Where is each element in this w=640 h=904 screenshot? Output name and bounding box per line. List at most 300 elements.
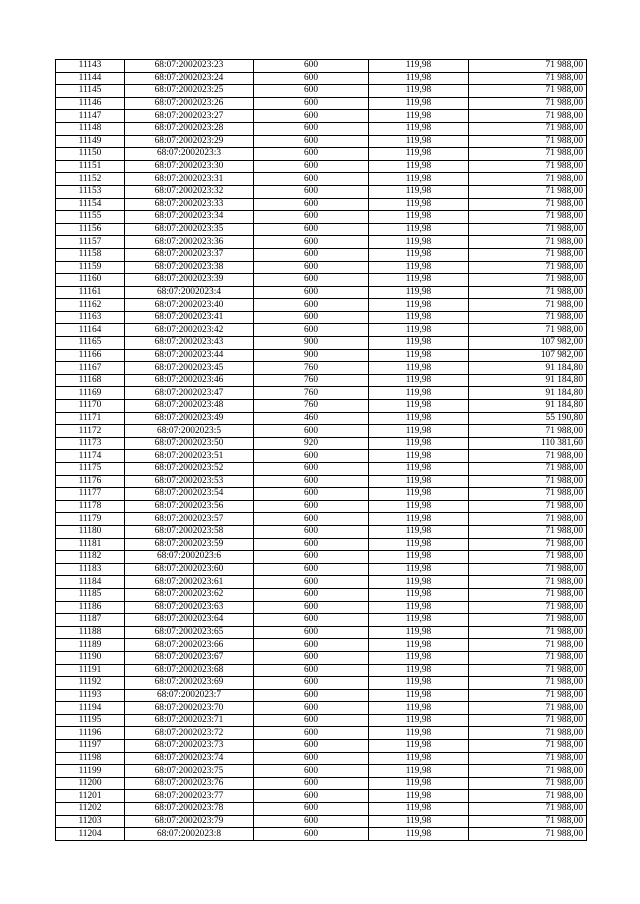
row-number-cell: 11147 [56, 110, 125, 123]
rate-cell: 119,98 [369, 274, 469, 287]
cadastral-number-cell: 68:07:2002023:52 [125, 463, 254, 476]
rate-cell: 119,98 [369, 500, 469, 513]
row-number-cell: 11176 [56, 475, 125, 488]
table-row [56, 450, 587, 463]
table-row [56, 828, 587, 841]
area-cell: 600 [254, 185, 369, 198]
cadastral-number-cell: 68:07:2002023:4 [125, 286, 254, 299]
rate-cell: 119,98 [369, 513, 469, 526]
table-row [56, 815, 587, 828]
table-row [56, 337, 587, 350]
table-row [56, 211, 587, 224]
row-number-cell: 11177 [56, 488, 125, 501]
row-number-cell: 11152 [56, 173, 125, 186]
table-row [56, 752, 587, 765]
area-cell: 600 [254, 160, 369, 173]
area-cell: 600 [254, 463, 369, 476]
area-cell: 600 [254, 148, 369, 161]
cadastral-number-cell: 68:07:2002023:62 [125, 588, 254, 601]
row-number-cell: 11146 [56, 97, 125, 110]
cadastral-number-cell: 68:07:2002023:59 [125, 538, 254, 551]
row-number-cell: 11173 [56, 437, 125, 450]
table-row [56, 777, 587, 790]
rate-cell: 119,98 [369, 122, 469, 135]
table-row [56, 626, 587, 639]
value-cell: 55 190,80 [469, 412, 587, 425]
value-cell: 71 988,00 [469, 248, 587, 261]
cadastral-number-cell: 68:07:2002023:77 [125, 790, 254, 803]
cadastral-number-cell: 68:07:2002023:24 [125, 72, 254, 85]
rate-cell: 119,98 [369, 714, 469, 727]
area-cell: 600 [254, 538, 369, 551]
table-row [56, 651, 587, 664]
area-cell: 600 [254, 248, 369, 261]
rate-cell: 119,98 [369, 463, 469, 476]
cadastral-number-cell: 68:07:2002023:71 [125, 714, 254, 727]
row-number-cell: 11189 [56, 639, 125, 652]
value-cell: 71 988,00 [469, 160, 587, 173]
row-number-cell: 11174 [56, 450, 125, 463]
cadastral-number-cell: 68:07:2002023:75 [125, 765, 254, 778]
table-row [56, 463, 587, 476]
rate-cell: 119,98 [369, 324, 469, 337]
value-cell: 71 988,00 [469, 538, 587, 551]
value-cell: 71 988,00 [469, 677, 587, 690]
row-number-cell: 11203 [56, 815, 125, 828]
row-number-cell: 11163 [56, 311, 125, 324]
cadastral-number-cell: 68:07:2002023:64 [125, 614, 254, 627]
area-cell: 600 [254, 815, 369, 828]
rate-cell: 119,98 [369, 828, 469, 841]
value-cell: 71 988,00 [469, 639, 587, 652]
rate-cell: 119,98 [369, 752, 469, 765]
value-cell: 71 988,00 [469, 311, 587, 324]
area-cell: 600 [254, 500, 369, 513]
cadastral-number-cell: 68:07:2002023:41 [125, 311, 254, 324]
area-cell: 600 [254, 513, 369, 526]
cadastral-number-cell: 68:07:2002023:29 [125, 135, 254, 148]
value-cell: 71 988,00 [469, 714, 587, 727]
row-number-cell: 11195 [56, 714, 125, 727]
cadastral-number-cell: 68:07:2002023:61 [125, 576, 254, 589]
area-cell: 600 [254, 122, 369, 135]
value-cell: 71 988,00 [469, 752, 587, 765]
table-row [56, 714, 587, 727]
table-row [56, 324, 587, 337]
cadastral-number-cell: 68:07:2002023:73 [125, 740, 254, 753]
value-cell: 71 988,00 [469, 173, 587, 186]
rate-cell: 119,98 [369, 160, 469, 173]
value-cell: 71 988,00 [469, 60, 587, 73]
rate-cell: 119,98 [369, 299, 469, 312]
cadastral-number-cell: 68:07:2002023:76 [125, 777, 254, 790]
area-cell: 760 [254, 374, 369, 387]
value-cell: 71 988,00 [469, 236, 587, 249]
row-number-cell: 11179 [56, 513, 125, 526]
cadastral-number-cell: 68:07:2002023:68 [125, 664, 254, 677]
value-cell: 71 988,00 [469, 274, 587, 287]
table-row [56, 576, 587, 589]
rate-cell: 119,98 [369, 185, 469, 198]
value-cell: 71 988,00 [469, 777, 587, 790]
table-row [56, 664, 587, 677]
value-cell: 71 988,00 [469, 148, 587, 161]
rate-cell: 119,98 [369, 110, 469, 123]
rate-cell: 119,98 [369, 412, 469, 425]
area-cell: 600 [254, 299, 369, 312]
table-row [56, 803, 587, 816]
value-cell: 71 988,00 [469, 475, 587, 488]
cadastral-number-cell: 68:07:2002023:27 [125, 110, 254, 123]
value-cell: 71 988,00 [469, 324, 587, 337]
cadastral-number-cell: 68:07:2002023:56 [125, 500, 254, 513]
rate-cell: 119,98 [369, 777, 469, 790]
row-number-cell: 11190 [56, 651, 125, 664]
area-cell: 600 [254, 651, 369, 664]
row-number-cell: 11169 [56, 387, 125, 400]
value-cell: 71 988,00 [469, 223, 587, 236]
cadastral-number-cell: 68:07:2002023:36 [125, 236, 254, 249]
area-cell: 600 [254, 223, 369, 236]
row-number-cell: 11192 [56, 677, 125, 690]
row-number-cell: 11158 [56, 248, 125, 261]
row-number-cell: 11175 [56, 463, 125, 476]
cadastral-number-cell: 68:07:2002023:72 [125, 727, 254, 740]
value-cell: 71 988,00 [469, 563, 587, 576]
value-cell: 91 184,80 [469, 387, 587, 400]
row-number-cell: 11144 [56, 72, 125, 85]
cadastral-number-cell: 68:07:2002023:32 [125, 185, 254, 198]
table-row [56, 60, 587, 73]
rate-cell: 119,98 [369, 601, 469, 614]
table-row [56, 160, 587, 173]
table-row [56, 740, 587, 753]
area-cell: 600 [254, 110, 369, 123]
table-row [56, 362, 587, 375]
rate-cell: 119,98 [369, 790, 469, 803]
area-cell: 600 [254, 85, 369, 98]
row-number-cell: 11182 [56, 551, 125, 564]
table-row [56, 387, 587, 400]
rate-cell: 119,98 [369, 689, 469, 702]
value-cell: 71 988,00 [469, 525, 587, 538]
row-number-cell: 11194 [56, 702, 125, 715]
area-cell: 600 [254, 274, 369, 287]
rate-cell: 119,98 [369, 311, 469, 324]
cadastral-number-cell: 68:07:2002023:33 [125, 198, 254, 211]
value-cell: 71 988,00 [469, 299, 587, 312]
row-number-cell: 11191 [56, 664, 125, 677]
row-number-cell: 11186 [56, 601, 125, 614]
area-cell: 600 [254, 450, 369, 463]
cadastral-number-cell: 68:07:2002023:43 [125, 337, 254, 350]
rate-cell: 119,98 [369, 286, 469, 299]
cadastral-number-cell: 68:07:2002023:50 [125, 437, 254, 450]
row-number-cell: 11167 [56, 362, 125, 375]
table-row [56, 727, 587, 740]
area-cell: 600 [254, 488, 369, 501]
cadastral-number-cell: 68:07:2002023:38 [125, 261, 254, 274]
table-row [56, 349, 587, 362]
value-cell: 91 184,80 [469, 400, 587, 413]
area-cell: 600 [254, 261, 369, 274]
row-number-cell: 11197 [56, 740, 125, 753]
row-number-cell: 11171 [56, 412, 125, 425]
cadastral-number-cell: 68:07:2002023:25 [125, 85, 254, 98]
value-cell: 71 988,00 [469, 803, 587, 816]
area-cell: 600 [254, 765, 369, 778]
area-cell: 600 [254, 97, 369, 110]
cadastral-number-cell: 68:07:2002023:31 [125, 173, 254, 186]
row-number-cell: 11172 [56, 425, 125, 438]
area-cell: 600 [254, 626, 369, 639]
row-number-cell: 11161 [56, 286, 125, 299]
table-row [56, 677, 587, 690]
row-number-cell: 11164 [56, 324, 125, 337]
table-row [56, 185, 587, 198]
rate-cell: 119,98 [369, 450, 469, 463]
cadastral-number-cell: 68:07:2002023:23 [125, 60, 254, 73]
rate-cell: 119,98 [369, 626, 469, 639]
row-number-cell: 11199 [56, 765, 125, 778]
rate-cell: 119,98 [369, 72, 469, 85]
row-number-cell: 11154 [56, 198, 125, 211]
value-cell: 71 988,00 [469, 790, 587, 803]
value-cell: 71 988,00 [469, 261, 587, 274]
table-row [56, 135, 587, 148]
cadastral-number-cell: 68:07:2002023:69 [125, 677, 254, 690]
value-cell: 71 988,00 [469, 614, 587, 627]
table-row [56, 513, 587, 526]
rate-cell: 119,98 [369, 148, 469, 161]
row-number-cell: 11153 [56, 185, 125, 198]
rate-cell: 119,98 [369, 815, 469, 828]
row-number-cell: 11200 [56, 777, 125, 790]
area-cell: 760 [254, 400, 369, 413]
row-number-cell: 11156 [56, 223, 125, 236]
cadastral-number-cell: 68:07:2002023:49 [125, 412, 254, 425]
area-cell: 600 [254, 639, 369, 652]
area-cell: 600 [254, 135, 369, 148]
area-cell: 920 [254, 437, 369, 450]
table-body [56, 60, 587, 841]
cadastral-number-cell: 68:07:2002023:6 [125, 551, 254, 564]
table-row [56, 500, 587, 513]
rate-cell: 119,98 [369, 85, 469, 98]
table-row [56, 702, 587, 715]
rate-cell: 119,98 [369, 248, 469, 261]
cadastral-number-cell: 68:07:2002023:26 [125, 97, 254, 110]
cadastral-number-cell: 68:07:2002023:57 [125, 513, 254, 526]
rate-cell: 119,98 [369, 349, 469, 362]
row-number-cell: 11180 [56, 525, 125, 538]
rate-cell: 119,98 [369, 488, 469, 501]
area-cell: 600 [254, 324, 369, 337]
value-cell: 71 988,00 [469, 626, 587, 639]
rate-cell: 119,98 [369, 198, 469, 211]
rate-cell: 119,98 [369, 576, 469, 589]
area-cell: 600 [254, 211, 369, 224]
table-row [56, 173, 587, 186]
rate-cell: 119,98 [369, 702, 469, 715]
area-cell: 600 [254, 551, 369, 564]
value-cell: 71 988,00 [469, 702, 587, 715]
cadastral-number-cell: 68:07:2002023:28 [125, 122, 254, 135]
cadastral-number-cell: 68:07:2002023:34 [125, 211, 254, 224]
area-cell: 600 [254, 72, 369, 85]
rate-cell: 119,98 [369, 60, 469, 73]
area-cell: 600 [254, 311, 369, 324]
value-cell: 71 988,00 [469, 110, 587, 123]
rate-cell: 119,98 [369, 236, 469, 249]
rate-cell: 119,98 [369, 223, 469, 236]
table-row [56, 790, 587, 803]
cadastral-number-cell: 68:07:2002023:58 [125, 525, 254, 538]
area-cell: 600 [254, 828, 369, 841]
cadastral-number-cell: 68:07:2002023:30 [125, 160, 254, 173]
value-cell: 71 988,00 [469, 588, 587, 601]
cadastral-number-cell: 68:07:2002023:53 [125, 475, 254, 488]
value-cell: 71 988,00 [469, 85, 587, 98]
value-cell: 71 988,00 [469, 500, 587, 513]
value-cell: 71 988,00 [469, 488, 587, 501]
row-number-cell: 11196 [56, 727, 125, 740]
value-cell: 71 988,00 [469, 689, 587, 702]
row-number-cell: 11193 [56, 689, 125, 702]
cadastral-number-cell: 68:07:2002023:54 [125, 488, 254, 501]
row-number-cell: 11143 [56, 60, 125, 73]
table-row [56, 588, 587, 601]
row-number-cell: 11185 [56, 588, 125, 601]
area-cell: 600 [254, 714, 369, 727]
value-cell: 71 988,00 [469, 576, 587, 589]
area-cell: 600 [254, 60, 369, 73]
rate-cell: 119,98 [369, 677, 469, 690]
table-row [56, 563, 587, 576]
row-number-cell: 11149 [56, 135, 125, 148]
rate-cell: 119,98 [369, 639, 469, 652]
area-cell: 600 [254, 752, 369, 765]
row-number-cell: 11184 [56, 576, 125, 589]
row-number-cell: 11151 [56, 160, 125, 173]
rate-cell: 119,98 [369, 551, 469, 564]
cadastral-number-cell: 68:07:2002023:67 [125, 651, 254, 664]
row-number-cell: 11155 [56, 211, 125, 224]
cadastral-number-cell: 68:07:2002023:63 [125, 601, 254, 614]
table-row [56, 412, 587, 425]
row-number-cell: 11198 [56, 752, 125, 765]
rate-cell: 119,98 [369, 362, 469, 375]
table-row [56, 248, 587, 261]
row-number-cell: 11188 [56, 626, 125, 639]
area-cell: 600 [254, 740, 369, 753]
cadastral-number-cell: 68:07:2002023:8 [125, 828, 254, 841]
cadastral-number-cell: 68:07:2002023:74 [125, 752, 254, 765]
cadastral-number-cell: 68:07:2002023:39 [125, 274, 254, 287]
value-cell: 91 184,80 [469, 374, 587, 387]
row-number-cell: 11160 [56, 274, 125, 287]
cadastral-number-cell: 68:07:2002023:35 [125, 223, 254, 236]
value-cell: 110 381,60 [469, 437, 587, 450]
row-number-cell: 11202 [56, 803, 125, 816]
area-cell: 600 [254, 689, 369, 702]
area-cell: 760 [254, 387, 369, 400]
area-cell: 600 [254, 425, 369, 438]
rate-cell: 119,98 [369, 727, 469, 740]
rate-cell: 119,98 [369, 765, 469, 778]
value-cell: 71 988,00 [469, 664, 587, 677]
row-number-cell: 11165 [56, 337, 125, 350]
table-row [56, 614, 587, 627]
document-page [55, 59, 587, 841]
area-cell: 600 [254, 173, 369, 186]
table-row [56, 110, 587, 123]
rate-cell: 119,98 [369, 651, 469, 664]
area-cell: 600 [254, 790, 369, 803]
table-row [56, 400, 587, 413]
value-cell: 91 184,80 [469, 362, 587, 375]
rate-cell: 119,98 [369, 437, 469, 450]
row-number-cell: 11170 [56, 400, 125, 413]
table-row [56, 475, 587, 488]
cadastral-number-cell: 68:07:2002023:5 [125, 425, 254, 438]
value-cell: 71 988,00 [469, 551, 587, 564]
value-cell: 71 988,00 [469, 601, 587, 614]
value-cell: 71 988,00 [469, 513, 587, 526]
row-number-cell: 11157 [56, 236, 125, 249]
row-number-cell: 11166 [56, 349, 125, 362]
rate-cell: 119,98 [369, 425, 469, 438]
rate-cell: 119,98 [369, 97, 469, 110]
value-cell: 71 988,00 [469, 198, 587, 211]
rate-cell: 119,98 [369, 525, 469, 538]
table-row [56, 274, 587, 287]
table-row [56, 299, 587, 312]
row-number-cell: 11159 [56, 261, 125, 274]
row-number-cell: 11145 [56, 85, 125, 98]
cadastral-number-cell: 68:07:2002023:42 [125, 324, 254, 337]
value-cell: 71 988,00 [469, 425, 587, 438]
value-cell: 71 988,00 [469, 72, 587, 85]
area-cell: 600 [254, 588, 369, 601]
rate-cell: 119,98 [369, 588, 469, 601]
table-row [56, 525, 587, 538]
cadastral-number-cell: 68:07:2002023:40 [125, 299, 254, 312]
value-cell: 71 988,00 [469, 727, 587, 740]
value-cell: 71 988,00 [469, 828, 587, 841]
value-cell: 71 988,00 [469, 211, 587, 224]
value-cell: 71 988,00 [469, 97, 587, 110]
row-number-cell: 11168 [56, 374, 125, 387]
table-row [56, 538, 587, 551]
cadastral-number-cell: 68:07:2002023:70 [125, 702, 254, 715]
cadastral-number-cell: 68:07:2002023:60 [125, 563, 254, 576]
row-number-cell: 11150 [56, 148, 125, 161]
value-cell: 71 988,00 [469, 765, 587, 778]
area-cell: 600 [254, 702, 369, 715]
cadastral-number-cell: 68:07:2002023:48 [125, 400, 254, 413]
table-row [56, 425, 587, 438]
area-cell: 600 [254, 576, 369, 589]
value-cell: 71 988,00 [469, 463, 587, 476]
area-cell: 600 [254, 286, 369, 299]
row-number-cell: 11204 [56, 828, 125, 841]
area-cell: 600 [254, 803, 369, 816]
rate-cell: 119,98 [369, 475, 469, 488]
area-cell: 460 [254, 412, 369, 425]
value-cell: 71 988,00 [469, 286, 587, 299]
rate-cell: 119,98 [369, 211, 469, 224]
